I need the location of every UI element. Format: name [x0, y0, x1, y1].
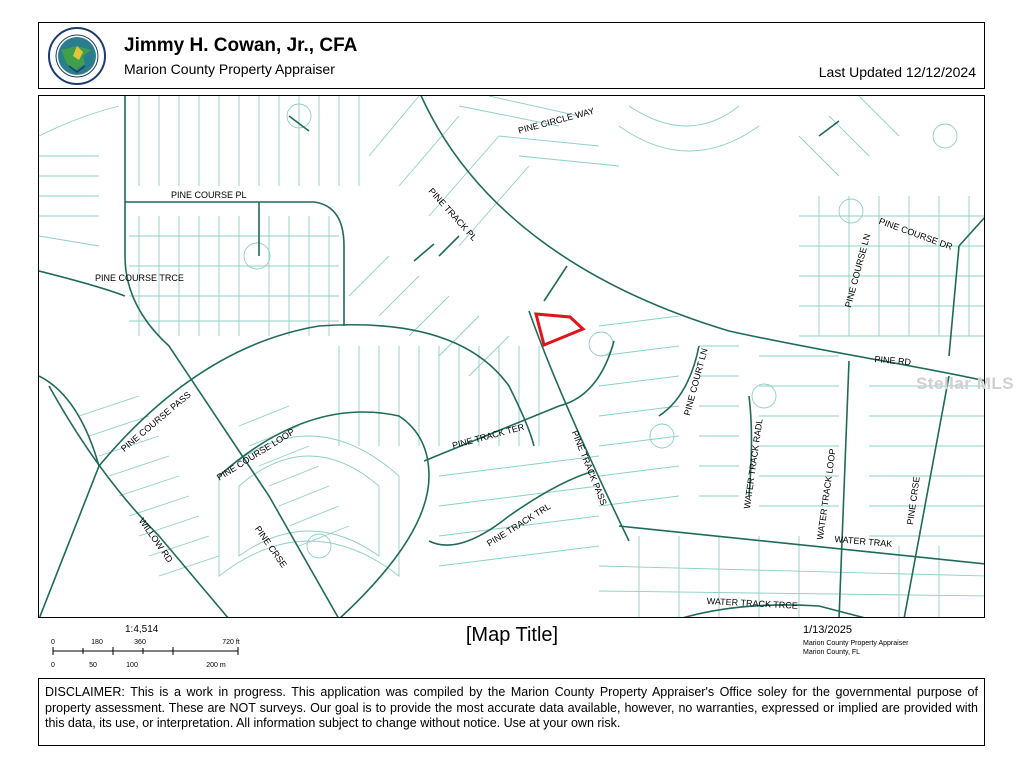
- print-date: 1/13/2025: [803, 624, 852, 636]
- street-label: PINE COURSE PL: [171, 190, 247, 200]
- scale-m-tick: 50: [89, 662, 97, 669]
- street-label: WATER TRACK LOOP: [815, 448, 838, 541]
- map-credit: Marion County Property Appraiser: [803, 640, 909, 647]
- street-label: WILLOW RD: [136, 516, 175, 565]
- map-title: [Map Title]: [465, 624, 559, 646]
- street-label: PINE COURSE TRCE: [95, 273, 184, 283]
- scale-m-tick: 100: [126, 662, 138, 669]
- street-label: WATER TRAK: [834, 534, 893, 550]
- street-label: PINE TRACK TRL: [485, 501, 553, 549]
- scale-ft-tick: 180: [91, 639, 103, 646]
- street-label: PINE COURSE DR: [877, 216, 954, 252]
- last-updated: Last Updated 12/12/2024: [818, 64, 976, 80]
- scale-m-tick: 0: [51, 662, 55, 669]
- street-label: PINE COURSE LOOP: [215, 426, 297, 483]
- street-label: WATER TRACK TRCE: [706, 596, 799, 611]
- street-label: PINE COURSE PASS: [119, 389, 193, 454]
- header: [38, 22, 985, 89]
- street-label: WATER TRACK RADL: [742, 418, 765, 510]
- street-label: PINE CIRCLE WAY: [517, 105, 596, 136]
- street-label: PINE TRACK TER: [451, 421, 526, 451]
- disclaimer: DISCLAIMER: This is a work in progress. This application was compiled by the Marion County Property Appraiser's Office soley for the governmental purpose of property assessment. These are NOT surveys. Our goal is to provide the most accurate data available, however, no warranties, expressed or implied are provided with this data, its use, or interpretation. All information subject to change without notice. Use at your own risk.: [38, 678, 985, 746]
- appraiser-name: Jimmy H. Cowan, Jr., CFA: [124, 35, 358, 56]
- scale-ft-tick: 0: [51, 639, 55, 646]
- property-appraiser-logo: [47, 26, 107, 86]
- scale-m-tick: 200 m: [206, 662, 226, 669]
- scale-ft-tick: 720 ft: [222, 639, 240, 646]
- parcel-map[interactable]: [38, 95, 985, 618]
- street-label: PINE COURT LN: [682, 347, 710, 417]
- street-label: PINE TRACK PL: [426, 186, 480, 243]
- appraiser-office: Marion County Property Appraiser: [124, 61, 335, 77]
- street-label: PINE RD: [874, 354, 912, 368]
- street-label: PINE CRSE: [252, 524, 289, 570]
- street-label: PINE TRACK PASS: [569, 429, 609, 507]
- scale-ft-tick: 360: [134, 639, 146, 646]
- scale-ratio: 1:4,514: [125, 624, 159, 635]
- street-label: PINE COURSE LN: [843, 232, 873, 309]
- subject-parcel-outline: [536, 314, 583, 345]
- street-label: PINE CRSE: [905, 475, 922, 526]
- map-credit-location: Marion County, FL: [803, 649, 861, 656]
- watermark: Stellar MLS: [916, 374, 1015, 393]
